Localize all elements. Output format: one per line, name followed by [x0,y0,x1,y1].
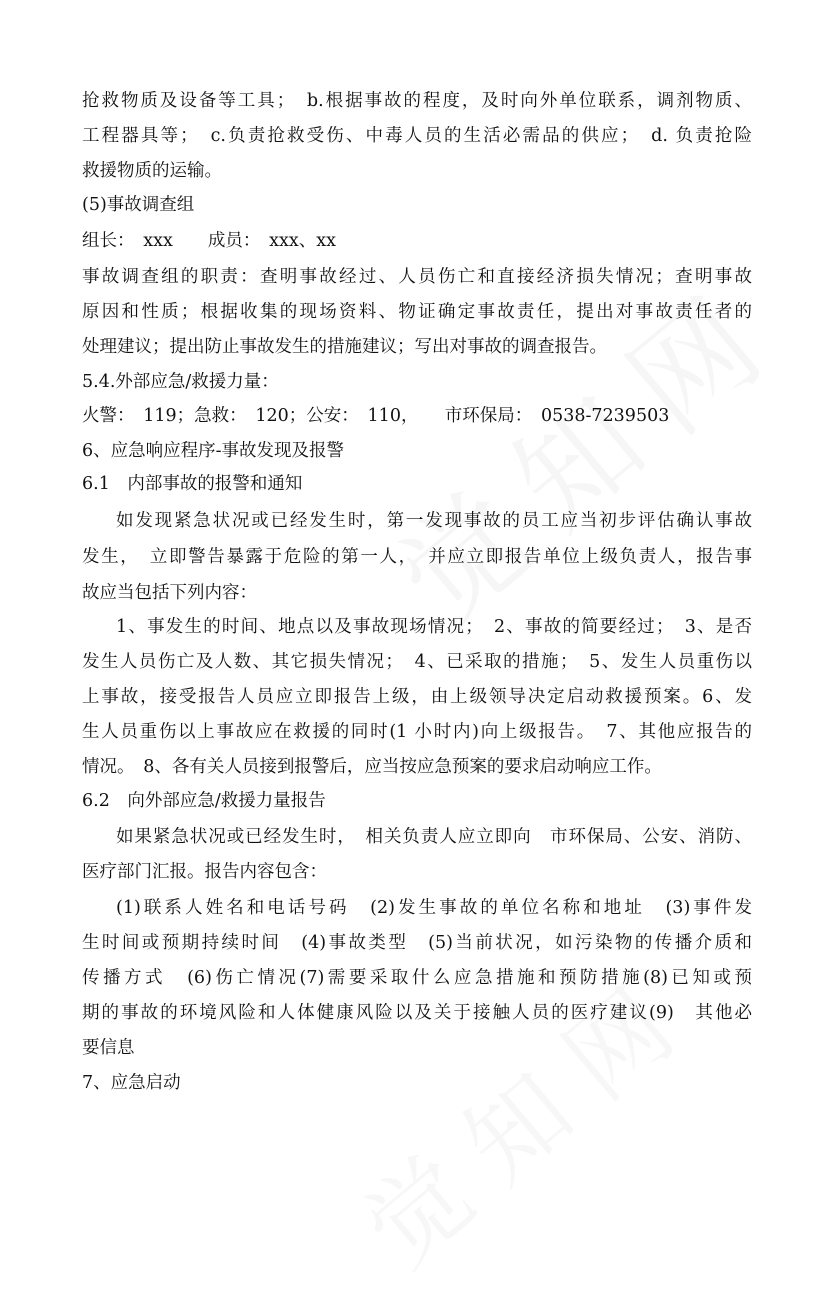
text-line: 救援物质的运输。 [82,161,222,181]
text-line: (1)联系人姓名和电话号码 (2)发生事故的单位名称和地址 (3)事件发 [116,898,752,918]
text-line: 处理建议；提出防止事故发生的措施建议；写出对事故的调查报告。 [82,337,607,357]
contact-line: 火警： 119；急救： 120；公安： 110， 市环保局： 0538-7239503 [82,406,670,426]
text-line: 组长： xxx 成员： xxx、xx [82,231,336,251]
text-line: 传播方式 (6)伤亡情况(7)需要采取什么应急措施和预防措施(8)已知或预 [82,968,752,988]
text-line: 发生人员伤亡及人数、其它损失情况； 4、已采取的措施； 5、发生人员重伤以 [82,652,752,672]
text-line: 医疗部门汇报。报告内容包含： [82,862,327,882]
section-heading: 6.1 内部事故的报警和通知 [82,474,303,494]
text-line: 1、事发生的时间、地点以及事故现场情况； 2、事故的简要经过； 3、是否 [116,617,752,637]
text-line: 如果紧急状况或已经发生时， 相关负责人应立即向 市环保局、公安、消防、 [116,827,752,847]
text-line: 要信息 [82,1038,135,1058]
text-line: 原因和性质；根据收集的现场资料、物证确定事故责任，提出对事故责任者的 [82,302,752,322]
text-line: 上事故，接受报告人员应立即报告上级，由上级领导决定启动救援预案。6、发 [82,687,752,707]
section-heading: (5)事故调查组 [82,195,195,215]
text-line: 工程器具等； c.负责抢救受伤、中毒人员的生活必需品的供应； d. 负责抢险 [82,126,752,146]
section-heading: 6.2 向外部应急/救援力量报告 [82,791,326,811]
text-line: 情况。 8、各有关人员接到报警后，应当按应急预案的要求启动响应工作。 [82,757,662,777]
text-line: 事故调查组的职责：查明事故经过、人员伤亡和直接经济损失情况；查明事故 [82,267,752,287]
text-line: 生人员重伤以上事故应在救援的同时(1 小时内)向上级报告。 7、其他应报告的 [82,722,752,742]
section-heading: 6、应急响应程序-事故发现及报警 [82,441,345,461]
section-heading: 5.4.外部应急/救援力量： [82,372,279,392]
text-line: 期的事故的环境风险和人体健康风险以及关于接触人员的医疗建议(9) 其他必 [82,1003,752,1023]
text-line: 发生， 立即警告暴露于危险的第一人， 并应立即报告单位上级负责人，报告事 [82,547,752,567]
text-line: 故应当包括下列内容： [82,583,257,603]
text-line: 生时间或预期持续时间 (4)事故类型 (5)当前状况，如污染物的传播介质和 [82,933,752,953]
text-line: 抢救物质及设备等工具； b.根据事故的程度，及时向外单位联系，调剂物质、 [82,91,752,111]
text-line: 如发现紧急状况或已经发生时，第一发现事故的员工应当初步评估确认事故 [116,511,752,531]
section-heading: 7、应急启动 [82,1073,181,1093]
